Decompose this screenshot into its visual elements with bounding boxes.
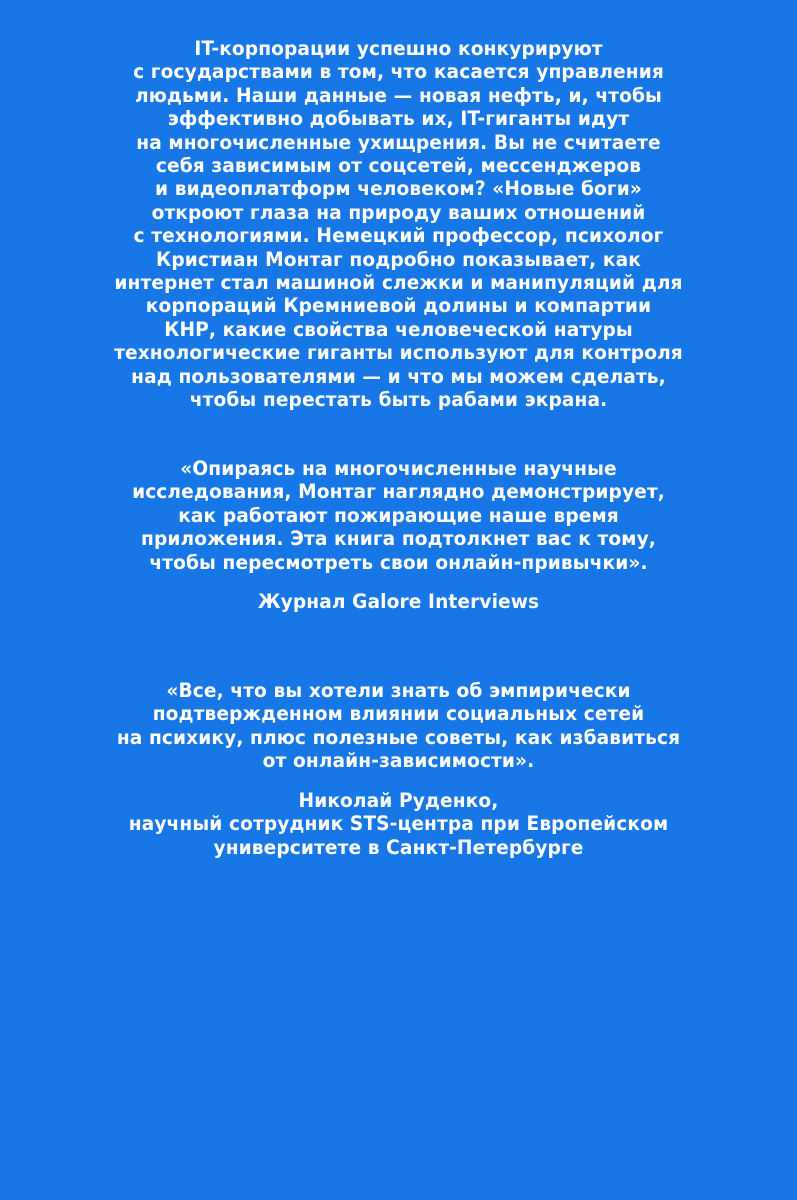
quote-line: исследования, Монтаг наглядно демонстрирует, [132,480,665,504]
quote-source-name: Николай Руденко, [298,789,499,812]
description-line: и видеоплатформ человеком? «Новые боги» [155,177,642,201]
quote-line: как работают пожирающие наше время [178,503,619,527]
quote-source-title: научный сотрудник STS-центра при Европейском [128,812,669,836]
quote-line: «Опираясь на многочисленные научные [180,457,617,480]
description-line: IT-корпорации успешно конкурируют [194,37,603,60]
review-source-1 [0,590,797,613]
description-line: себя зависимым от соцсетей, мессенджеров [155,154,642,178]
description-line: Кристиан Монтаг подробно показывает, как [156,247,641,271]
description-line: интернет стал машиной слежки и манипуляций для [114,271,683,295]
description-line: откроют глаза на природу ваших отношений [151,200,646,224]
quote-source-title: университете в Санкт-Петербурге [213,835,584,859]
quote-line: подтвержденном влиянии социальных сетей [152,702,645,726]
review-quote-1 [0,457,797,574]
quote-line: чтобы пересмотреть свои онлайн-привычки». [149,550,648,574]
quote-line: на психику, плюс полезные советы, как избавиться [116,725,681,749]
quote-line: «Все, что вы хотели знать об эмпирически [166,679,631,702]
description-line: над пользователями — и что мы можем сделать, [131,364,666,388]
quote-line: от онлайн-зависимости». [262,749,535,773]
quote-line: приложения. Эта книга подтолкнет вас к тому, [141,527,656,551]
description-line: на многочисленные ухищрения. Вы не считаете [136,130,661,154]
review-source-2 [0,789,797,859]
description-line: КНР, какие свойства человеческой натуры [164,317,633,341]
description-line: чтобы перестать быть рабами экрана. [189,388,608,412]
review-quote-2 [0,679,797,773]
description-line: с технологиями. Немецкий профессор, психолог [133,224,664,248]
description-line: эффективно добывать их, IT-гиганты идут [167,107,630,131]
quote-source: Журнал Galore Interviews [257,590,540,613]
description-line: с государствами в том, что касается управления [133,60,664,84]
description-line: технологические гиганты используют для контроля [114,341,683,365]
description-line: корпораций Кремниевой долины и компартии [145,294,652,318]
book-description [0,37,797,412]
description-line: людьми. Наши данные — новая нефть, и, чтобы [135,83,662,107]
